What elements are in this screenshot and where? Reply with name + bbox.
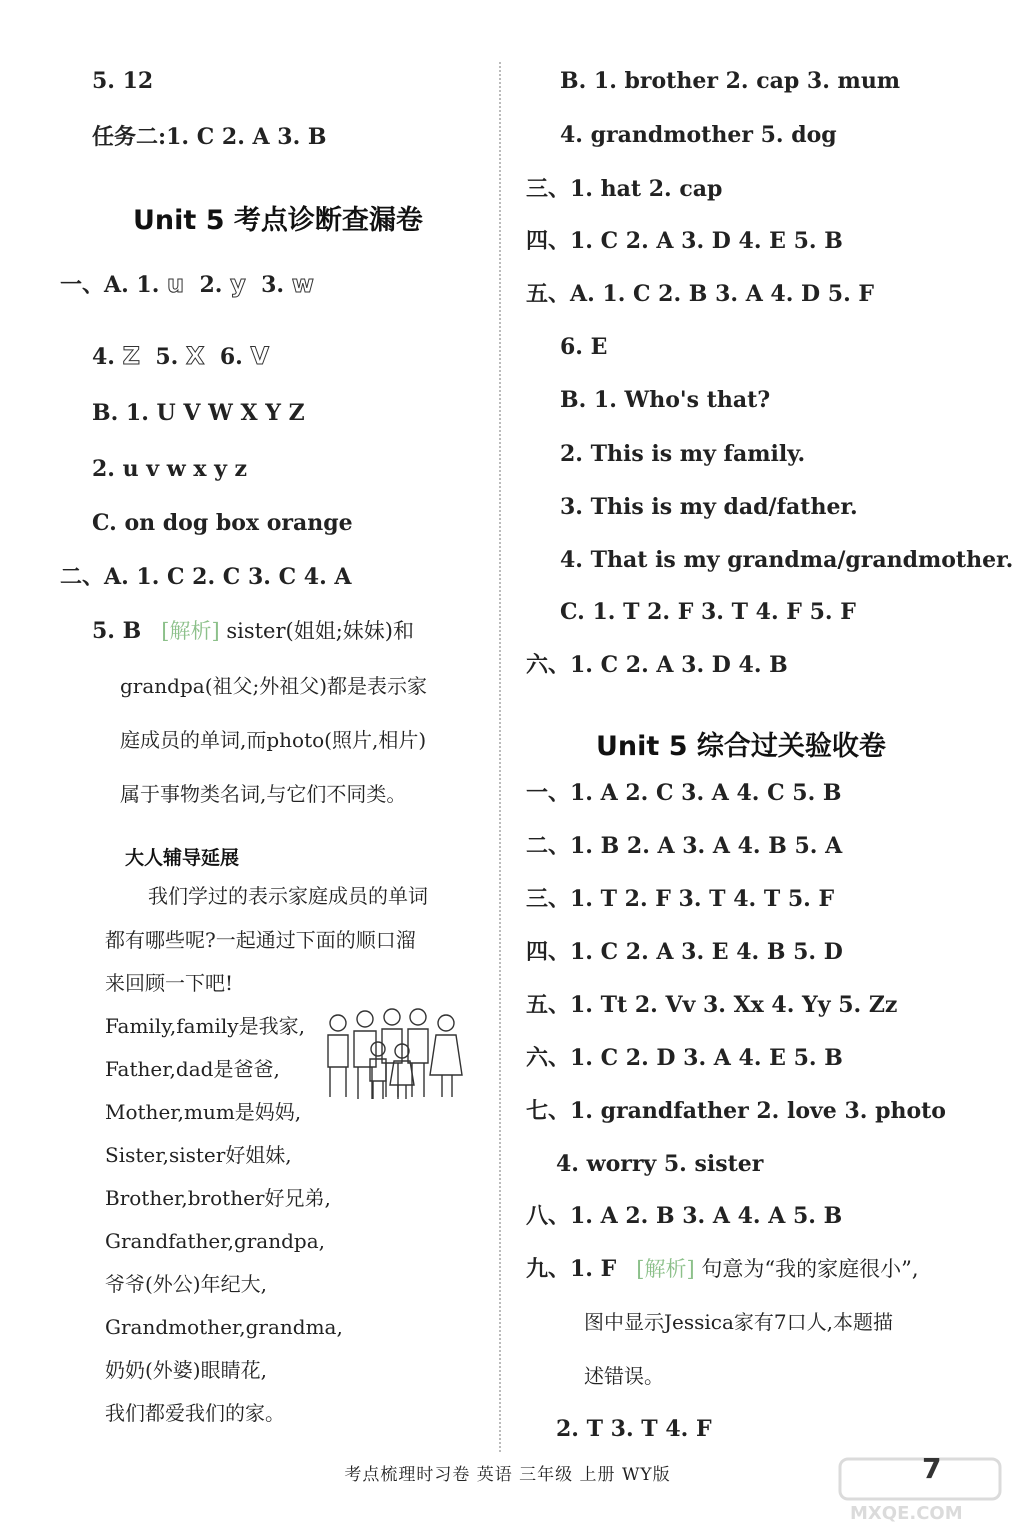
paragraph-text: 来回顾一下吧!	[105, 971, 234, 995]
answer-number: 5. B	[92, 618, 142, 644]
answer-line: 一、1. A 2. C 3. A 4. C 5. B	[526, 780, 842, 806]
handwritten-letter: Z	[122, 342, 141, 370]
answer-line: 五、1. Tt 2. Vv 3. Xx 4. Yy 5. Zz	[526, 992, 898, 1018]
section-heading: Unit 5 考点诊断查漏卷	[133, 205, 423, 236]
answer-line-handwriting	[92, 344, 269, 368]
answer-line: 任务二:1. C 2. A 3. B	[92, 124, 327, 150]
rhyme-line: Grandfather,grandpa,	[105, 1229, 325, 1253]
family-illustration	[320, 1005, 470, 1105]
answer-number: 6.	[219, 344, 243, 370]
answer-line: 八、1. A 2. B 3. A 4. A 5. B	[526, 1203, 843, 1229]
rhyme-line: Sister,sister好姐妹,	[105, 1143, 292, 1167]
answer-line: 三、1. T 2. F 3. T 4. T 5. F	[526, 886, 835, 912]
rhyme-line: 我们都爱我们的家。	[105, 1401, 285, 1425]
handwritten-letter: y	[230, 270, 246, 298]
svg-text:MXQE.COM: MXQE.COM	[850, 1503, 963, 1524]
rhyme-line: Father,dad是爸爸,	[105, 1057, 280, 1081]
answer-line: 四、1. C 2. A 3. E 4. B 5. D	[526, 939, 843, 965]
rhyme-line: Grandmother,grandma,	[105, 1315, 343, 1339]
explanation-text: 庭成员的单词,而photo(照片,相片)	[120, 728, 427, 752]
handwritten-letter: X	[186, 342, 205, 370]
page-footer: 考点梳理时习卷 英语 三年级 上册 WY版	[344, 1465, 671, 1485]
answer-line: 2. T 3. T 4. F	[556, 1416, 712, 1442]
page-number: 7	[922, 1452, 942, 1485]
answer-line: B. 1. Who's that?	[560, 387, 771, 413]
answer-line: 二、A. 1. C 2. C 3. C 4. A	[60, 564, 352, 590]
explanation-text: 述错误。	[584, 1364, 664, 1388]
answer-line: C. 1. T 2. F 3. T 4. F 5. F	[560, 599, 856, 625]
explanation-text: grandpa(祖父;外祖父)都是表示家	[120, 674, 428, 698]
answer-number: 3.	[261, 272, 285, 298]
rhyme-line: 奶奶(外婆)眼睛花,	[105, 1358, 267, 1382]
rhyme-line: Brother,brother好兄弟,	[105, 1186, 331, 1210]
analysis-tag: [解析]	[636, 1257, 695, 1281]
answer-line: 3. This is my dad/father.	[560, 494, 858, 520]
answer-line: 2. This is my family.	[560, 441, 806, 467]
answer-line: 4. That is my grandma/grandmother.	[560, 547, 1014, 573]
analysis-tag: [解析]	[161, 619, 220, 643]
answer-line: 四、1. C 2. A 3. D 4. E 5. B	[526, 228, 843, 254]
explanation-text: 属于事物类名词,与它们不同类。	[120, 782, 407, 806]
answer-line: 4. worry 5. sister	[556, 1151, 764, 1177]
answer-explanation	[526, 1258, 919, 1280]
answer-line: 六、1. C 2. A 3. D 4. B	[526, 652, 788, 678]
answer-line: B. 1. U V W X Y Z	[92, 400, 305, 426]
answer-line: 2. u v w x y z	[92, 456, 248, 482]
answer-line-handwriting	[60, 272, 314, 296]
answer-line: 5. 12	[92, 68, 154, 94]
answer-line: 七、1. grandfather 2. love 3. photo	[526, 1098, 946, 1124]
answer-number: 5.	[155, 344, 179, 370]
answer-line: 六、1. C 2. D 3. A 4. E 5. B	[526, 1045, 843, 1071]
handwritten-letter: V	[250, 342, 270, 370]
answer-line: 6. E	[560, 334, 608, 360]
rhyme-line: Mother,mum是妈妈,	[105, 1100, 302, 1124]
rhyme-line: 爷爷(外公)年纪大,	[105, 1272, 267, 1296]
handwritten-letter: u	[167, 270, 185, 298]
answer-line: 二、1. B 2. A 3. A 4. B 5. A	[526, 833, 843, 859]
answer-explanation	[92, 620, 414, 642]
paragraph-text: 都有哪些呢?一起通过下面的顺口溜	[105, 928, 416, 952]
answer-prefix: 一、A. 1.	[60, 272, 168, 298]
answer-number: 2.	[199, 272, 223, 298]
answer-number: 4.	[92, 344, 115, 370]
handwritten-letter: w	[291, 270, 314, 298]
rhyme-line: Family,family是我家,	[105, 1014, 305, 1038]
paragraph-text: 我们学过的表示家庭成员的单词	[148, 884, 428, 908]
answer-line: C. on dog box orange	[92, 510, 353, 536]
column-divider	[499, 62, 501, 1452]
answer-line: B. 1. brother 2. cap 3. mum	[560, 68, 901, 94]
section-heading: Unit 5 综合过关验收卷	[596, 731, 886, 762]
explanation-text: 图中显示Jessica家有7口人,本题描	[584, 1310, 893, 1334]
answer-line: 4. grandmother 5. dog	[560, 122, 837, 148]
answer-line: 三、1. hat 2. cap	[526, 176, 723, 202]
explanation-text: 句意为“我的家庭很小”,	[701, 1257, 919, 1281]
answer-number: 九、1. F	[526, 1256, 617, 1282]
explanation-text: sister(姐姐;妹妹)和	[226, 619, 414, 643]
answer-line: 五、A. 1. C 2. B 3. A 4. D 5. F	[526, 281, 875, 307]
sub-heading: 大人辅导延展	[125, 847, 240, 869]
